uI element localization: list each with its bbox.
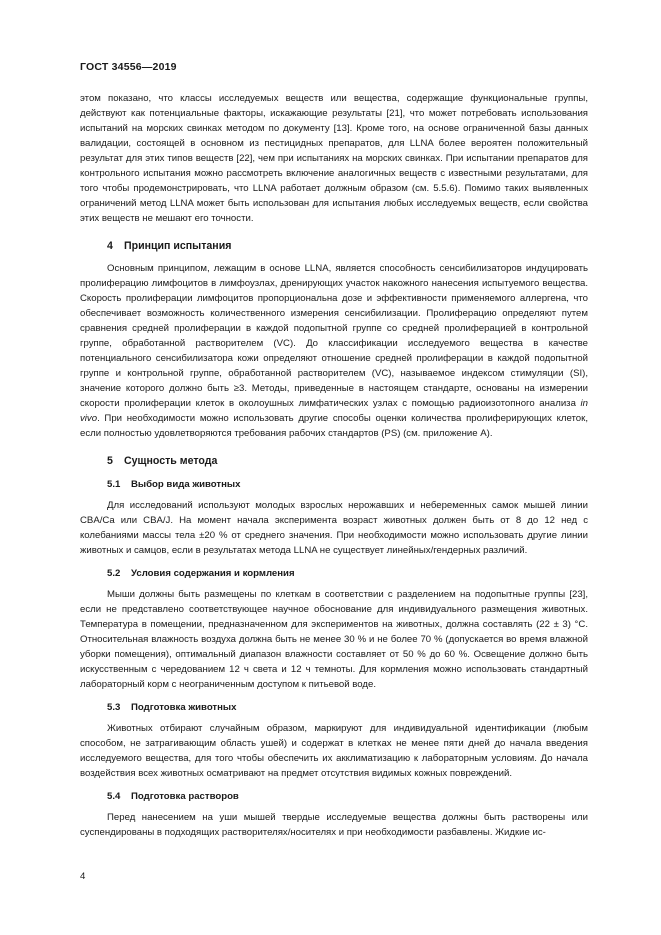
section-5-title: Сущность метода: [124, 455, 218, 467]
section-5-4-title: Подготовка растворов: [131, 791, 239, 802]
document-body: [80, 91, 588, 840]
section-5-3-heading: [80, 700, 588, 715]
page-number: 4: [80, 871, 86, 882]
section-5-3-title: Подготовка животных: [131, 702, 237, 713]
section-5-3-number: 5.3: [107, 702, 121, 713]
section-4-heading: [80, 239, 588, 254]
section-5-2-heading: [80, 566, 588, 581]
intro-paragraph: этом показано, что классы исследуемых веществ или вещества, содержащие функциональные группы, действуют как потенциальные факторы, искажающие результаты [21], что может потребовать использования испытаний на морских свинках методом по документу [13]. Кроме того, на основе ограниченной базы данных валидации, состоящей в основном из пестицидных препаратов, для LLNA более вероятен положительный результат для этих типов веществ [22], чем при испытаниях на морских свинках. При испытании препаратов для контрольного испытания можно рассмотреть включение аналогичных веществ с известными результатами, для того чтобы продемонстрировать, что LLNA работает должным образом (см. 5.5.6). Помимо таких выявленных ограничений метод LLNA может быть использован для испытания любых исследуемых веществ, если свойства этих веществ не мешают его точности.: [80, 93, 588, 224]
section-5-1-heading: [80, 477, 588, 492]
in-vivo-term: in vivo: [80, 398, 588, 424]
section-5-1-paragraph: Для исследований используют молодых взрослых нерожавших и небеременных самок мышей линии CBA/Ca или CBA/J. На момент начала эксперимента возраст животных должен быть от 8 до 12 нед с колебаниями массы тела ±20 % от среднего значения. При необходимости можно использовать другие линии животных и самцов, если в результатах метода LLNA не существует линейных/гендерных различий.: [80, 500, 588, 556]
section-4-title: Принцип испытания: [124, 240, 232, 252]
document-header: ГОСТ 34556—2019: [80, 61, 177, 73]
section-4-paragraph: [80, 261, 588, 441]
section-5-4-paragraph: Перед нанесением на уши мышей твердые исследуемые вещества должны быть растворены или суспендированы в подходящих растворителях/носителях и при необходимости разбавлены. Жидкие ис-: [80, 812, 588, 838]
section-5-1-title: Выбор вида животных: [131, 479, 241, 490]
section-5-heading: [80, 454, 588, 469]
section-5-1-number: 5.1: [107, 479, 121, 490]
section-4-text-end: . При необходимости можно использовать другие способы оценки количества пролиферирующих клеток, если полностью удовлетворяются требования рабочих стандартов (PS) (см. приложение А).: [80, 413, 588, 439]
section-5-2-number: 5.2: [107, 568, 121, 579]
section-4-text: Основным принципом, лежащим в основе LLNA, является способность сенсибилизаторов индуцировать пролиферацию лимфоцитов в лимфоузлах, дренирующих участок накожного нанесения испытуемого вещества. Скорость пролиферации лимфоцитов пропорциональна дозе и эффективности применяемого аллергена, что обеспечивает возможность количественного измерения сенсибилизации. Пролиферацию определяют путем сравнения средней пролиферации в каждой подопытной группе со средней пролиферацией в контрольной группе, обработанной растворителем (VC). До классификации исследуемого вещества в качестве потенциального сенсибилизатора кожи определяют отношение средней пролиферации в каждой подопытной группе и контрольной группе, обработанной растворителем (VC), называемое индексом стимуляции (SI), значение которого должно быть ≥3. Методы, приведенные в настоящем стандарте, основаны на измерении скорости пролиферации клеток в околоушных лимфатических узлах с помощью радиоизотопного анализа: [80, 263, 588, 409]
section-5-2-paragraph: Мыши должны быть размещены по клеткам в соответствии с разделением на подопытные группы [23], если не представлено соответствующее научное обоснование для индивидуального размещения животных. Температура в помещении, предназначенном для экспериментов на животных, должна составлять (22 ± 3) °С. Относительная влажность воздуха должна быть не менее 30 % и не более 70 % (допускается во время влажной уборки помещения), оптимальный диапазон влажности составляет от 50 % до 60 %. Освещение должно быть искусственным с чередованием 12 ч света и 12 ч темноты. Для кормления можно использовать стандартный лабораторный корм с неограниченным доступом к питьевой воде.: [80, 589, 588, 690]
section-5-number: 5: [107, 455, 113, 467]
section-5-2-title: Условия содержания и кормления: [131, 568, 295, 579]
section-5-4-heading: [80, 789, 588, 804]
section-5-3-paragraph: Животных отбирают случайным образом, маркируют для индивидуальной идентификации (любым способом, не затрагивающим область ушей) и содержат в клетках не менее пяти дней до начала введения исследуемого вещества, для того чтобы обеспечить их акклиматизацию к лабораторным условиям. До начала воздействия всех животных осматривают на предмет отсутствия видимых кожных повреждений.: [80, 723, 588, 779]
section-5-4-number: 5.4: [107, 791, 121, 802]
section-4-number: 4: [107, 240, 113, 252]
